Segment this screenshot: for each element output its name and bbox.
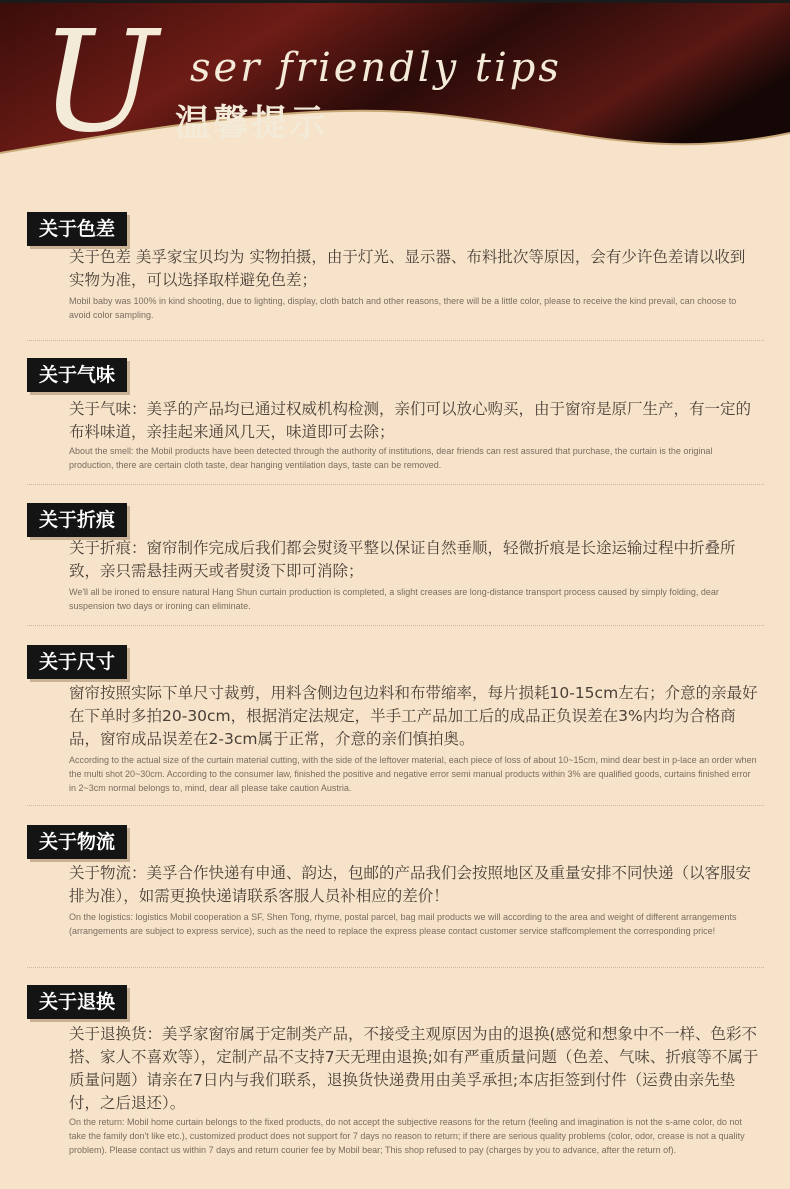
section-text-en: On the return: Mobil home curtain belongs to the fixed products, do not accept the subjective reasons for the return (feeling and imagination is not the s-ame color, do not take the family don't like etc.), customized product does not support for 7 days no reason to return; if there are serious quality problems (color, odor, crease is not a quality problem). Please contact us within 7 days and return courier fee by Mobil bear; This shop refused to pay (charges by you to advance, after the return of). bbox=[69, 1117, 745, 1155]
banner-header bbox=[0, 3, 790, 188]
section-text-cn: 关于色差 美孚家宝贝均为 实物拍摄，由于灯光、显示器、布料批次等原因，会有少许色差请以收到实物为准，可以选择取样避免色差； bbox=[69, 248, 746, 289]
section-label: 关于尺寸 bbox=[27, 645, 127, 679]
section-text-en: About the smell: the Mobil products have been detected through the authority of institutions, dear friends can rest assured that purchase, the curtain is the original production, there are certain cloth taste, dear hanging ventilation days, taste can be removed. bbox=[69, 446, 713, 470]
section-text-cn: 关于物流：美孚合作快递有申通、韵达，包邮的产品我们会按照地区及重量安排不同快递（以客服安排为准），如需更换快递请联系客服人员补相应的差价！ bbox=[69, 864, 752, 905]
decorative-initial: U bbox=[40, 3, 158, 164]
section-smell bbox=[27, 358, 764, 485]
section-text-en: Mobil baby was 100% in kind shooting, due to lighting, display, cloth batch and other reasons, there will be a little color, please to receive the kind prevail, can choose to avoid color sampling. bbox=[69, 296, 737, 320]
section-text-en: According to the actual size of the curtain material cutting, with the side of the leftover material, each piece of loss of about 10~15cm, mind dear best in p-lace an order when the multi shot 20~30cm. According to the consumer law, finished the positive and negative error semi manual products within 3% are qualified goods, curtains finished error in 2~3cm normal belongs to, mind, dear all please take caution Austria. bbox=[69, 755, 757, 793]
section-returns bbox=[27, 985, 764, 1175]
section-label: 关于色差 bbox=[27, 212, 127, 246]
section-label: 关于气味 bbox=[27, 358, 127, 392]
section-text-cn: 窗帘按照实际下单尺寸裁剪，用料含侧边包边料和布带缩率，每片损耗10-15cm左右；介意的亲最好在下单时多拍20-30cm，根据消定法规定，半手工产品加工后的成品正负误差在3%内均为合格商品，窗帘成品误差在2-3cm属于正常，介意的亲们慎拍奥。 bbox=[69, 684, 758, 748]
section-text-cn: 关于气味：美孚的产品均已通过权威机构检测，亲们可以放心购买，由于窗帘是原厂生产，有一定的布料味道，亲挂起来通风几天，味道即可去除； bbox=[69, 400, 752, 441]
section-color-difference bbox=[27, 212, 764, 341]
section-label: 关于退换 bbox=[27, 985, 127, 1019]
section-text-cn: 关于退换货：美孚家窗帘属于定制类产品，不接受主观原因为由的退换(感觉和想象中不一样、色彩不搭、家人不喜欢等），定制产品不支持7天无理由退换;如有严重质量问题（色差、气味、折痕等不属于质量问题）请亲在7日内与我们联系，退换货快递费用由美孚承担;本店拒签到付件（运费由亲先垫付，之后退还）。 bbox=[69, 1025, 759, 1112]
section-logistics bbox=[27, 825, 764, 968]
section-text-en: We'll all be ironed to ensure natural Hang Shun curtain production is completed, a slight creases are long-distance transport process caused by simply folding, dear suspension two days or ironing can eliminate. bbox=[69, 587, 719, 611]
section-size bbox=[27, 645, 764, 806]
script-title: ser friendly tips bbox=[190, 45, 562, 91]
section-label: 关于折痕 bbox=[27, 503, 127, 537]
section-text-cn: 关于折痕：窗帘制作完成后我们都会熨烫平整以保证自然垂顺，轻微折痕是长途运输过程中折叠所致，亲只需悬挂两天或者熨烫下即可消除； bbox=[69, 539, 736, 580]
section-text-en: On the logistics: logistics Mobil cooperation a SF, Shen Tong, rhyme, postal parcel, bag mail products we will according to the area and weight of different arrangements (arrangements are subject to express service), such as the need to replace the express please contact customer service staffcomplement the corresponding price! bbox=[69, 912, 737, 936]
section-label: 关于物流 bbox=[27, 825, 127, 859]
page-title: 温馨提示 bbox=[175, 103, 328, 144]
section-crease bbox=[27, 503, 764, 626]
